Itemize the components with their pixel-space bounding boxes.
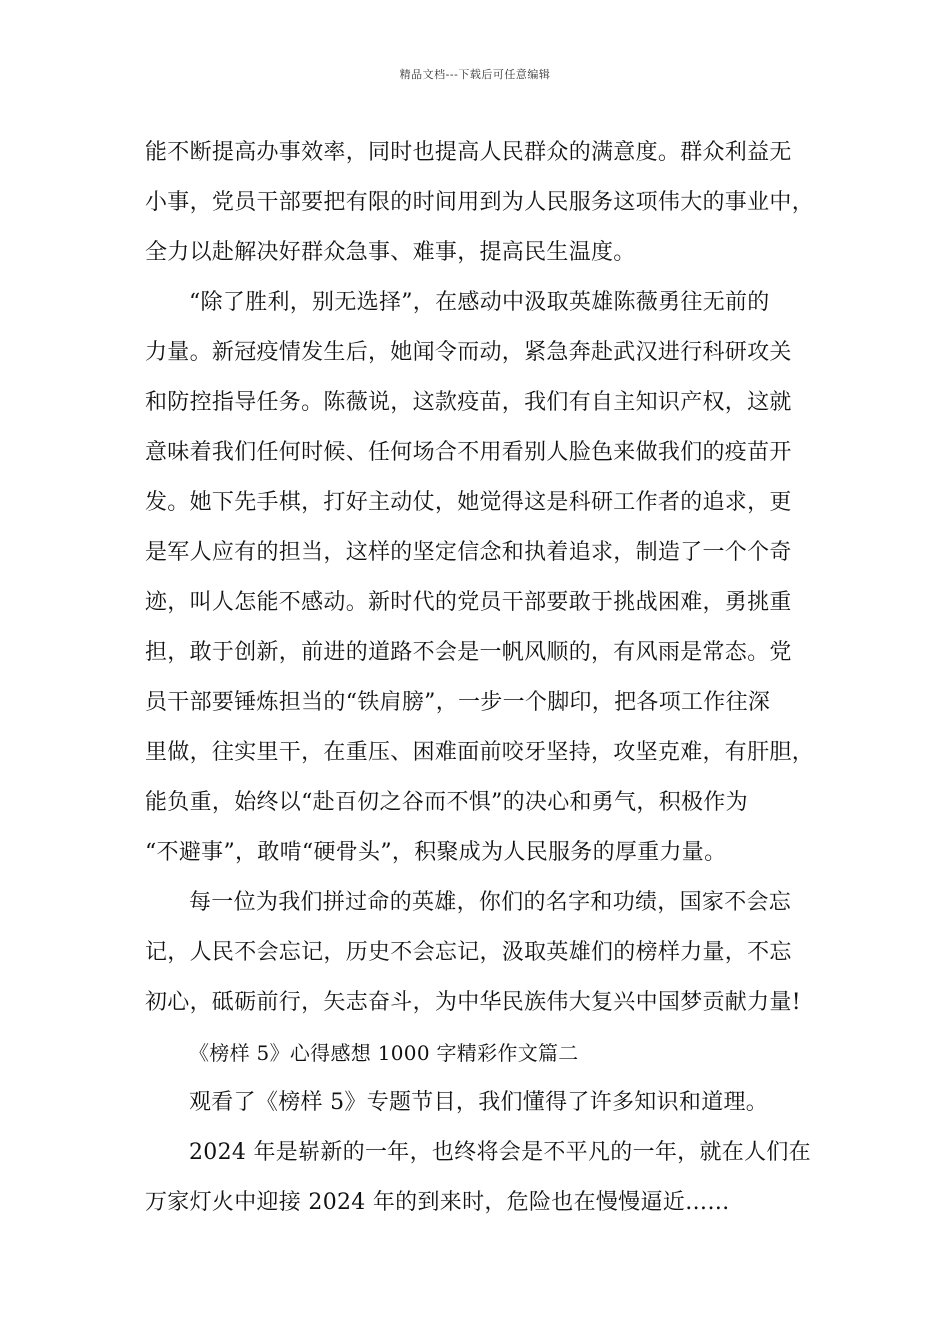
text-line: 和防控指导任务。陈薇说，这款疫苗，我们有自主知识产权，这就 [145,390,792,415]
text-line: 全力以赴解决好群众急事、难事，提高民生温度。 [145,240,636,265]
section-subtitle: 《榜样 5》心得感想 1000 字精彩作文篇二 [189,1041,579,1065]
text-line: 记，人民不会忘记，历史不会忘记，汲取英雄们的榜样力量，不忘 [145,940,792,965]
paragraph-start-line: 观看了《榜样 5》专题节目，我们懂得了许多知识和道理。 [189,1090,769,1115]
text-line: 初心，砥砺前行，矢志奋斗，为中华民族伟大复兴中国梦贡献力量! [145,990,801,1015]
text-line: 发。她下先手棋，打好主动仗，她觉得这是科研工作者的追求，更 [145,490,792,515]
text-line: 力量。新冠疫情发生后，她闻令而动，紧急奔赴武汉进行科研攻关 [145,340,792,365]
paragraph-start-line: 2024 年是崭新的一年，也终将会是不平凡的一年，就在人们在 [189,1140,811,1165]
text-line: 能负重，始终以“赴百仞之谷而不惧”的决心和勇气，积极作为 [145,790,748,815]
text-line: “不避事”，敢啃“硬骨头”，积聚成为人民服务的厚重力量。 [145,840,727,865]
paragraph-start-line: 每一位为我们拼过命的英雄，你们的名字和功绩，国家不会忘 [189,890,792,915]
text-line: 是军人应有的担当，这样的坚定信念和执着追求，制造了一个个奇 [145,540,792,565]
text-line: 意味着我们任何时候、任何场合不用看别人脸色来做我们的疫苗开 [145,440,792,465]
text-line: 担，敢于创新，前进的道路不会是一帆风顺的，有风雨是常态。党 [145,640,792,665]
page-header: 精品文档---下载后可任意编辑 [399,68,551,81]
text-line: 小事，党员干部要把有限的时间用到为人民服务这项伟大的事业中， [145,190,815,215]
paragraph-start-line: “除了胜利，别无选择”，在感动中汲取英雄陈薇勇往无前的 [189,290,770,315]
text-line: 能不断提高办事效率，同时也提高人民群众的满意度。群众利益无 [145,140,792,165]
text-line: 迹，叫人怎能不感动。新时代的党员干部要敢于挑战困难，勇挑重 [145,590,792,615]
text-line: 里做，往实里干，在重压、困难面前咬牙坚持，攻坚克难，有肝胆， [145,740,815,765]
text-line: 万家灯火中迎接 2024 年的到来时，危险也在慢慢逼近…… [145,1190,730,1215]
document-body [145,128,825,1228]
text-line: 员干部要锤炼担当的“铁肩膀”，一步一个脚印，把各项工作往深 [145,690,771,715]
